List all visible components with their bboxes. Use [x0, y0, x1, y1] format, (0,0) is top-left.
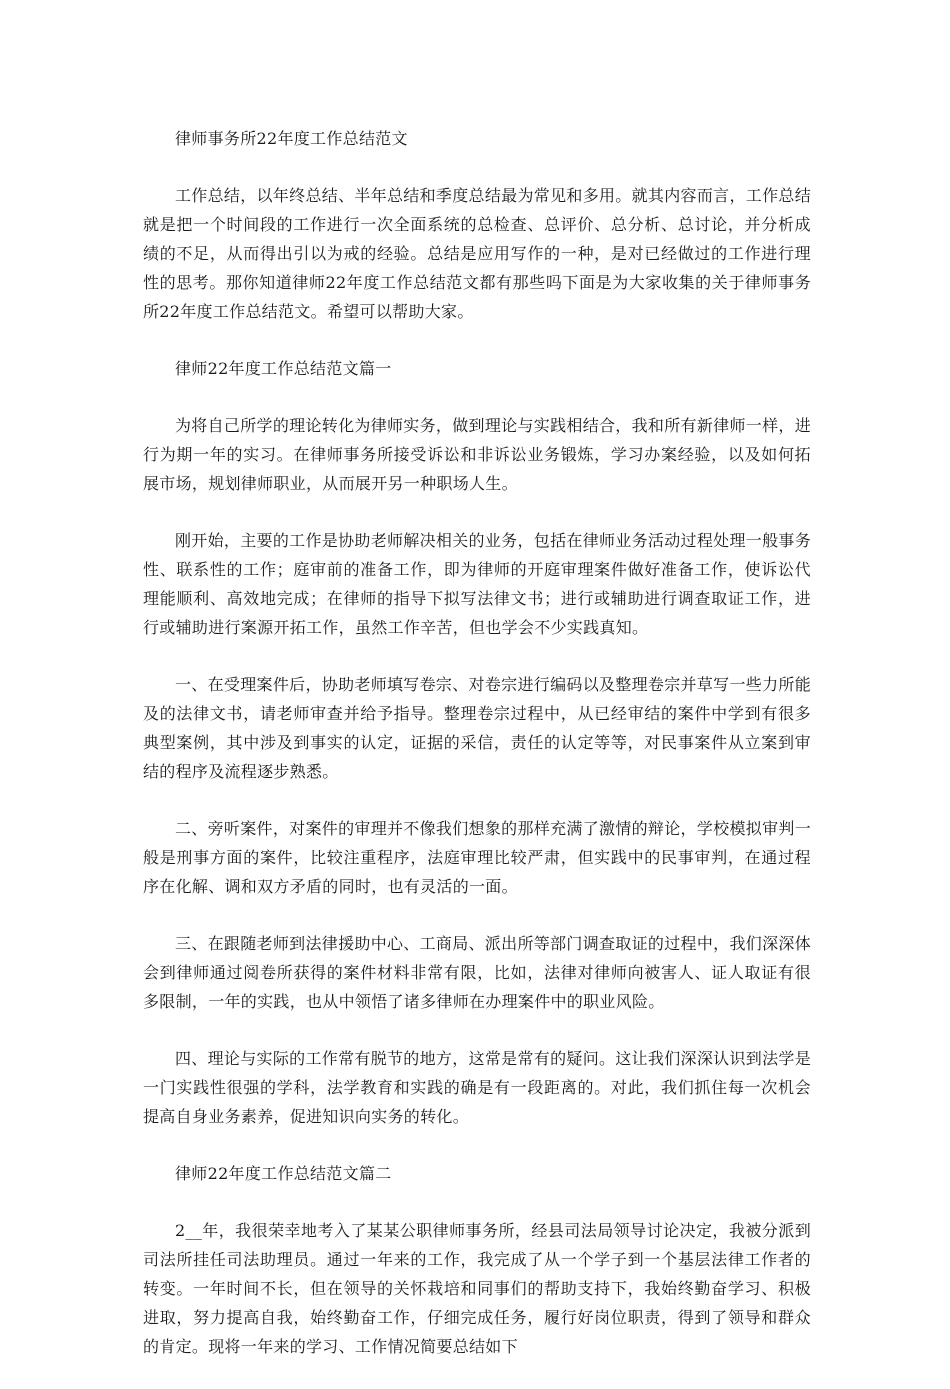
paragraph: 二、旁听案件，对案件的审理并不像我们想象的那样充满了激情的辩论，学校模拟审判一般是刑事方面的案件，比较注重程序，法庭审理比较严肃，但实践中的民事审判，在通过程序在化解、调和双方矛盾的同时，也有灵活的一面。 — [143, 819, 811, 896]
intro-paragraph: 工作总结，以年终总结、半年总结和季度总结最为常见和多用。就其内容而言，工作总结就是把一个时间段的工作进行一次全面系统的总检查、总评价、总分析、总讨论，并分析成绩的不足，从而得出引以为戒的经验。总结是应用写作的一种，是对已经做过的工作进行理性的思考。那你知道律师22年度工作总结范文都有那些吗下面是为大家收集的关于律师事务所22年度工作总结范文。希望可以帮助大家。 — [143, 186, 811, 321]
section-heading-1: 律师22年度工作总结范文篇一 — [175, 359, 392, 378]
paragraph: 四、理论与实际的工作常有脱节的地方，这常是常有的疑问。这让我们深深认识到法学是一门实践性很强的学科，法学教育和实践的确是有一段距离的。对此，我们抓住每一次机会提高自身业务素养，促进知识向实务的转化。 — [143, 1049, 811, 1126]
paragraph: 一、在受理案件后，协助老师填写卷宗、对卷宗进行编码以及整理卷宗并草写一些力所能及的法律文书，请老师审查并给予指导。整理卷宗过程中，从已经审结的案件中学到有很多典型案例，其中涉及到事实的认定，证据的采信，责任的认定等等，对民事案件从立案到审结的程序及流程逐步熟悉。 — [143, 675, 811, 781]
paragraph: 三、在跟随老师到法律援助中心、工商局、派出所等部门调查取证的过程中，我们深深体会到律师通过阅卷所获得的案件材料非常有限，比如，法律对律师向被害人、证人取证有很多限制，一年的实践，也从中领悟了诸多律师在办理案件中的职业风险。 — [143, 934, 811, 1011]
document-body — [143, 124, 811, 1389]
paragraph: 为将自己所学的理论转化为律师实务，做到理论与实践相结合，我和所有新律师一样，进行为期一年的实习。在律师事务所接受诉讼和非诉讼业务锻炼，学习办案经验，以及如何拓展市场，规划律师职业，从而展开另一种职场人生。 — [143, 416, 811, 493]
paragraph: 刚开始，主要的工作是协助老师解决相关的业务，包括在律师业务活动过程处理一般事务性、联系性的工作；庭审前的准备工作，即为律师的开庭审理案件做好准备工作，使诉讼代理能顺利、高效地完成；在律师的指导下拟写法律文书；进行或辅助进行调查取证工作，进行或辅助进行案源开拓工作，虽然工作辛苦，但也学会不少实践真知。 — [143, 531, 811, 637]
paragraph: 2__年，我很荣幸地考入了某某公职律师事务所，经县司法局领导讨论决定，我被分派到司法所挂任司法助理员。通过一年来的工作，我完成了从一个学子到一个基层法律工作者的转变。一年时间不长，但在领导的关怀栽培和同事们的帮助支持下，我始终勤奋学习、积极进取，努力提高自我，始终勤奋工作，仔细完成任务，履行好岗位职责，得到了领导和群众的肯定。现将一年来的学习、工作情况简要总结如下 — [143, 1221, 811, 1356]
document-title: 律师事务所22年度工作总结范文 — [175, 129, 408, 148]
section-heading-2: 律师22年度工作总结范文篇二 — [175, 1164, 392, 1183]
